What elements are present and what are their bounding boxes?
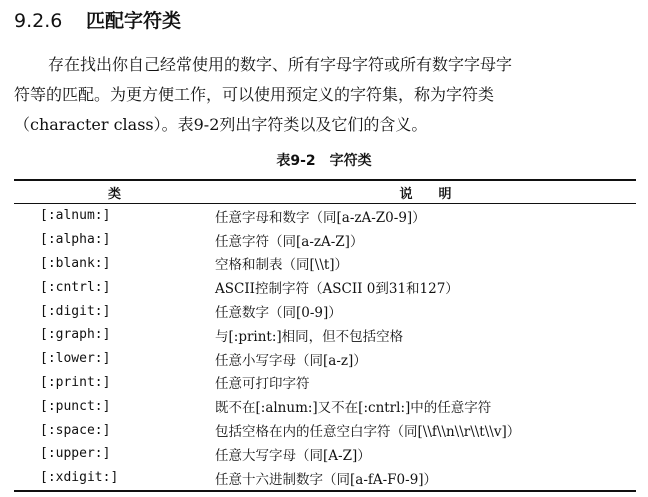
- description-cell: 任意可打印字符: [215, 376, 310, 393]
- description-cell: 任意小写字母（同[a-z]）: [215, 352, 367, 369]
- header-class: 类: [14, 180, 215, 204]
- description-cell: 与[:print:]相同，但不包括空格: [215, 328, 404, 345]
- table-row: [14, 228, 636, 252]
- header-description-label: 说明: [399, 186, 478, 202]
- section-number: 9.2.6: [14, 10, 63, 32]
- class-cell: [:alnum:]: [40, 208, 111, 224]
- description-cell: 任意字符（同[a-zA-Z]）: [215, 233, 364, 250]
- description-cell: 任意十六进制数字（同[a-fA-F0-9]）: [215, 466, 636, 491]
- table-row: [14, 442, 636, 466]
- description-cell: 任意大写字母（同[A-Z]）: [215, 447, 371, 464]
- class-cell: [:xdigit:]: [14, 466, 215, 491]
- class-cell: [:alpha:]: [40, 232, 111, 248]
- class-cell: [:space:]: [40, 422, 111, 438]
- table-row: [14, 371, 636, 395]
- class-cell: [:cntrl:]: [40, 279, 111, 295]
- table-row: [14, 347, 636, 371]
- class-cell: [:lower:]: [40, 351, 111, 367]
- class-cell: [:blank:]: [40, 255, 111, 271]
- section-title: 匹配字符类: [86, 10, 182, 32]
- paragraph-line: 存在找出你自己经常使用的数字、所有字母字符或所有数字字母字: [48, 55, 513, 74]
- class-cell: [:digit:]: [40, 303, 111, 319]
- class-cell: [:print:]: [40, 374, 111, 390]
- table-row: [14, 323, 636, 347]
- table-row: [14, 204, 636, 228]
- header-description: [215, 180, 636, 204]
- class-cell: [:graph:]: [40, 327, 111, 343]
- table-row: [14, 275, 636, 299]
- table-header-row: [14, 180, 636, 204]
- table-row: [14, 418, 636, 442]
- table-row: [14, 466, 636, 491]
- description-cell: ASCII控制字符（ASCII 0到31和127）: [215, 281, 459, 298]
- table-row: [14, 299, 636, 323]
- section-heading: [14, 6, 181, 36]
- paragraph-line: （character class）。表9-2列出字符类以及它们的含义。: [14, 115, 428, 134]
- description-cell: 任意字母和数字（同[a-zA-Z0-9]）: [215, 209, 426, 226]
- table-caption: 表9-2 字符类: [276, 153, 372, 169]
- character-class-table: [14, 179, 636, 492]
- description-cell: 空格和制表（同[\\t]）: [215, 257, 349, 274]
- description-cell: 任意数字（同[0-9]）: [215, 305, 342, 322]
- table-row: [14, 252, 636, 276]
- class-cell: [:punct:]: [40, 398, 111, 414]
- body-paragraph: [14, 50, 636, 140]
- table-row: [14, 394, 636, 418]
- paragraph-line: 符等的匹配。为更方便工作，可以使用预定义的字符集，称为字符类: [14, 85, 495, 104]
- description-cell: 既不在[:alnum:]又不在[:cntrl:]中的任意字符: [215, 400, 492, 417]
- class-cell: [:upper:]: [40, 446, 111, 462]
- description-cell: 包括空格在内的任意空白字符（同[\\f\\n\\r\\t\\v]）: [215, 424, 521, 441]
